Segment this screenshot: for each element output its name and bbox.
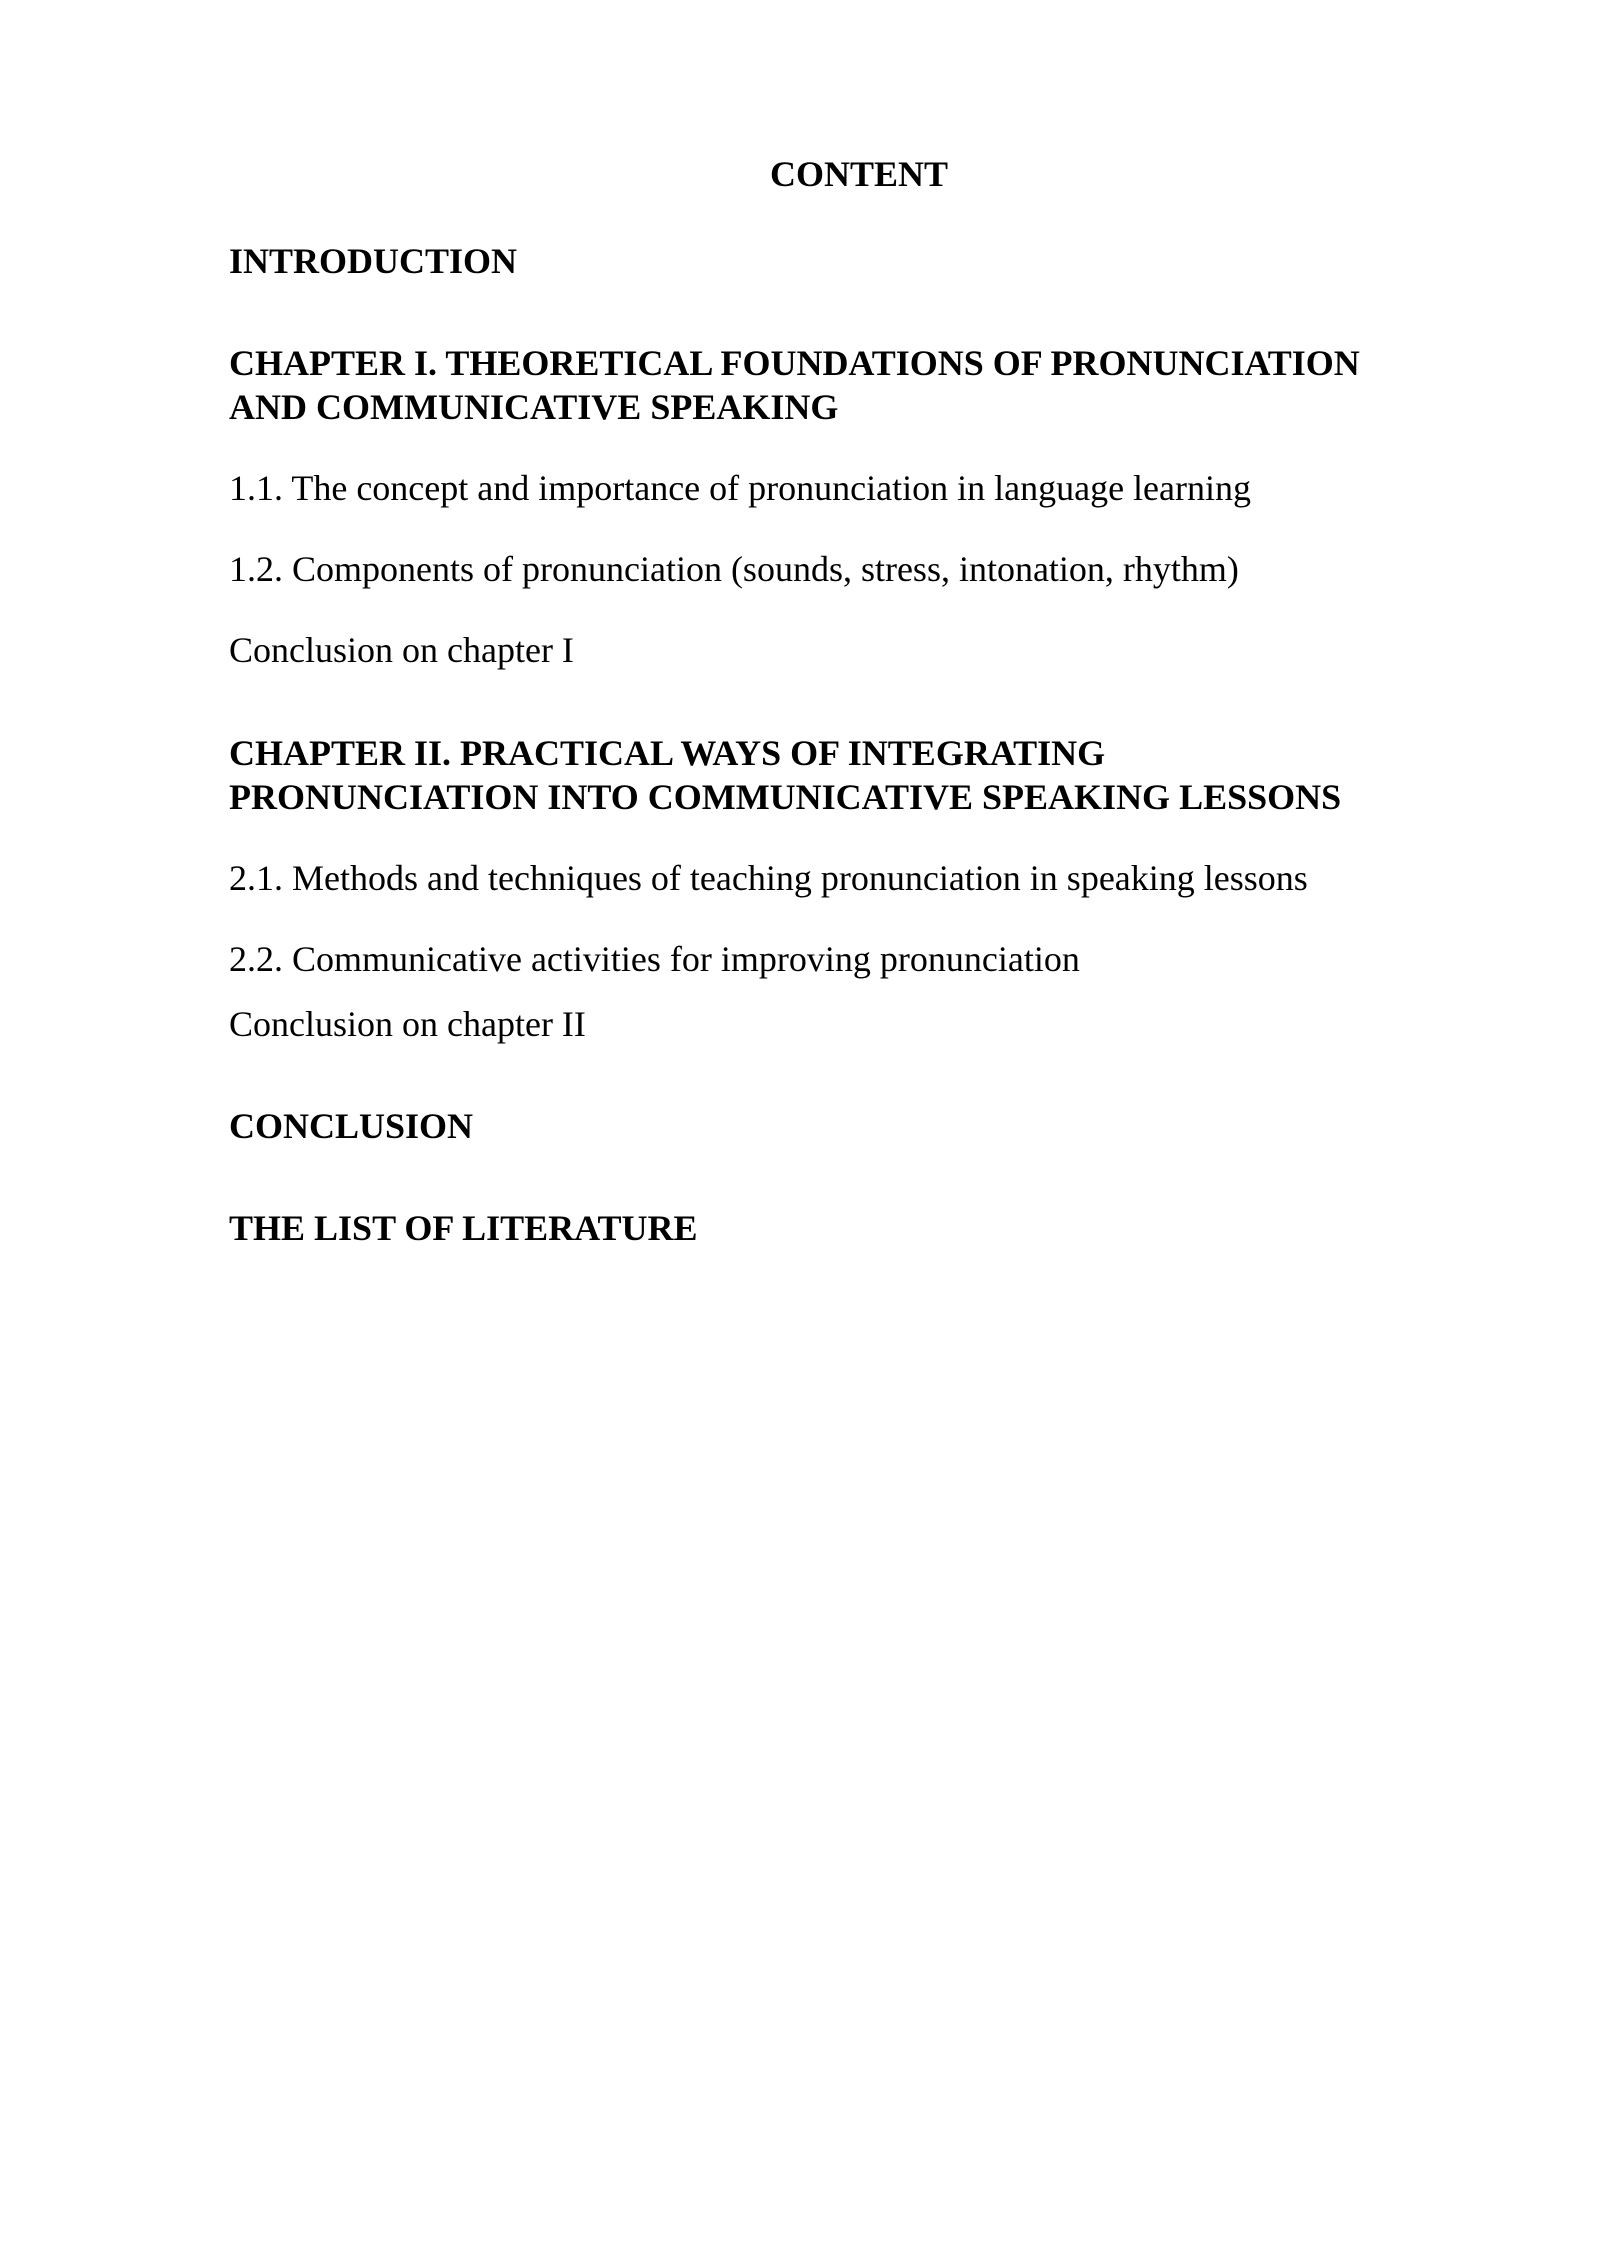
page-title: CONTENT [769,154,949,194]
toc-chapter1-heading-line1: CHAPTER I. THEORETICAL FOUNDATIONS OF PRONUNCIATION [229,343,1360,383]
toc-literature: THE LIST OF LITERATURE [229,1208,698,1248]
toc-conclusion: CONCLUSION [229,1106,474,1146]
toc-item-1-1: 1.1. The concept and importance of pronunciation in language learning [229,468,1251,508]
toc-chapter1-heading-line2: AND COMMUNICATIVE SPEAKING [229,387,839,427]
toc-chapter2-conclusion: Conclusion on chapter II [229,1004,586,1044]
toc-chapter2-heading-line2: PRONUNCIATION INTO COMMUNICATIVE SPEAKING LESSONS [229,777,1342,817]
toc-item-2-2: 2.2. Communicative activities for improving pronunciation [229,939,1080,979]
toc-introduction: INTRODUCTION [229,241,518,281]
toc-item-2-1: 2.1. Methods and techniques of teaching pronunciation in speaking lessons [229,858,1308,898]
toc-item-1-2: 1.2. Components of pronunciation (sounds, stress, intonation, rhythm) [229,549,1239,589]
toc-chapter2-heading-line1: CHAPTER II. PRACTICAL WAYS OF INTEGRATING [229,733,1106,773]
toc-chapter1-conclusion: Conclusion on chapter I [229,630,574,670]
